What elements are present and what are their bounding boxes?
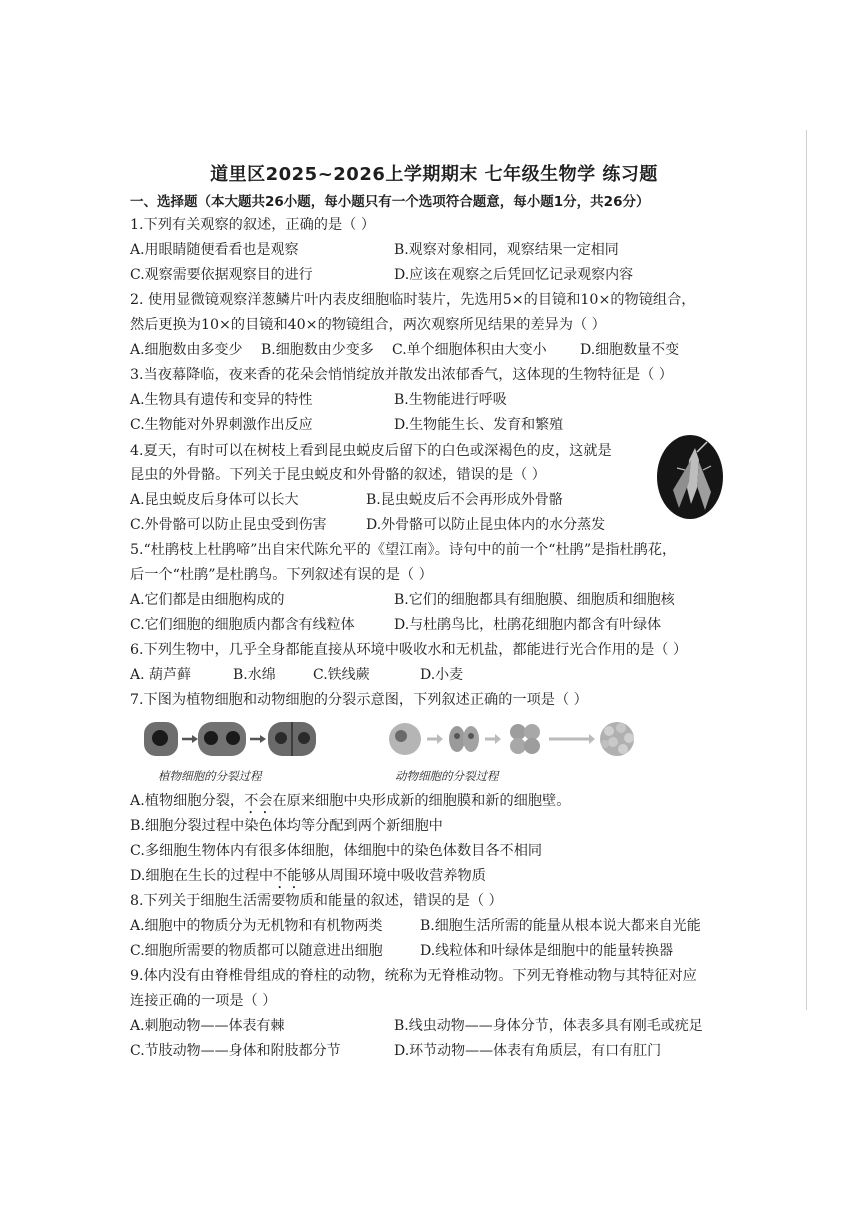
q7-option-d: [130, 866, 486, 892]
q9-option-c: C.节肢动物——身体和附肢都分节: [130, 1043, 341, 1059]
q7-option-a-text: A.植物细胞分裂，: [130, 793, 245, 809]
q7-option-b: B.细胞分裂过程中染色体均等分配到两个新细胞中: [130, 818, 443, 834]
cicada-label: 蝉蜕: [705, 433, 719, 441]
q1-option-c: C.观察需要依据观察目的进行: [130, 267, 313, 283]
q3-stem: 3.当夜幕降临，夜来香的花朵会悄悄绽放并散发出浓郁香气，这体现的生物特征是（ ）: [130, 367, 673, 383]
q1-option-b: B.观察对象相同，观察结果一定相同: [394, 242, 619, 258]
animal-cell-division-diagram: [385, 714, 645, 764]
q5-stem-line2: 后一个“杜鹃”是杜鹃鸟。下列叙述有误的是（ ）: [130, 567, 433, 583]
q2-option-b: B.细胞数由少变多: [261, 342, 374, 358]
q3-option-a: A.生物具有遗传和变异的特性: [130, 392, 313, 408]
q5-stem-line1: 5.“杜鹃枝上杜鹃啼”出自宋代陈允平的《望江南》。诗句中的前一个“杜鹃”是指杜鹃花，: [130, 542, 677, 558]
cicada-shell-image: [655, 430, 725, 520]
q4-option-a: A.昆虫蜕皮后身体可以长大: [130, 492, 299, 508]
q9-option-a: A.刺胞动物——体表有棘: [130, 1018, 285, 1034]
q4-option-b: B.昆虫蜕皮后不会再形成外骨骼: [366, 492, 563, 508]
animal-division-caption: 动物细胞的分裂过程: [395, 769, 499, 783]
q2-option-d: D.细胞数量不变: [580, 342, 680, 358]
q2-stem-line1: 2. 使用显微镜观察洋葱鳞片叶内表皮细胞临时装片，先选用5×的目镜和10×的物镜组合，: [130, 292, 696, 308]
q5-option-a: A.它们都是由细胞构成的: [130, 592, 285, 608]
q6-option-a: A. 葫芦藓: [130, 667, 192, 683]
page-edge-line: [806, 130, 807, 1010]
plant-cell-division-diagram: [140, 716, 330, 762]
q9-option-b: B.线虫动物——身体分节，体表多具有刚毛或疣足: [394, 1018, 703, 1034]
q2-option-a: A.细胞数由多变少: [130, 342, 243, 358]
plant-division-caption: 植物细胞的分裂过程: [158, 769, 262, 783]
q9-option-d: D.环节动物——体表有角质层，有口有肛门: [394, 1043, 662, 1059]
q2-stem-line2: 然后更换为10×的目镜和40×的物镜组合，两次观察所见结果的差异为（ ）: [130, 317, 606, 333]
q3-option-d: D.生物能生长、发育和繁殖: [394, 417, 564, 433]
q8-option-a: A.细胞中的物质分为无机物和有机物两类: [130, 918, 383, 934]
q5-option-d: D.与杜鹃鸟比，杜鹃花细胞内都含有叶绿体: [394, 617, 662, 633]
q7-option-d-text-end: 够从周围环境中吸收营养物质: [301, 868, 486, 884]
q7-option-d-emphasis: 不能: [273, 868, 302, 884]
q4-stem-line2: 昆虫的外骨骼。下列关于昆虫蜕皮和外骨骼的叙述，错误的是（ ）: [130, 467, 546, 483]
q5-option-b: B.它们的细胞都具有细胞膜、细胞质和细胞核: [394, 592, 675, 608]
q6-option-d: D.小麦: [420, 667, 464, 683]
q5-option-c: C.它们细胞的细胞质内都含有线粒体: [130, 617, 355, 633]
q7-option-c: C.多细胞生物体内有很多体细胞，体细胞中的染色体数目各不相同: [130, 843, 543, 859]
q3-option-c: C.生物能对外界刺激作出反应: [130, 417, 313, 433]
q8-option-d: D.线粒体和叶绿体是细胞中的能量转换器: [420, 943, 674, 959]
q1-stem: 1.下列有关观察的叙述，正确的是（ ）: [130, 217, 376, 233]
page-title: 道里区2025~2026上学期期末 七年级生物学 练习题: [210, 164, 658, 185]
q6-option-b: B.水绵: [233, 667, 276, 683]
q4-stem-line1: 4.夏天，有时可以在树枝上看到昆虫蜕皮后留下的白色或深褐色的皮，这就是: [130, 443, 612, 459]
q9-stem-line2: 连接正确的一项是（ ）: [130, 993, 277, 1009]
q1-option-a: A.用眼睛随便看看也是观察: [130, 242, 299, 258]
q7-option-a-emphasis: 不会: [244, 793, 273, 809]
q8-option-b: B.细胞生活所需的能量从根本说大都来自光能: [420, 918, 701, 934]
q4-option-d: D.外骨骼可以防止昆虫体内的水分蒸发: [366, 517, 606, 533]
q6-stem: 6.下列生物中，几乎全身都能直接从环境中吸收水和无机盐，都能进行光合作用的是（ ）: [130, 642, 688, 658]
q7-option-a-text-end: 在原来细胞中央形成新的细胞膜和新的细胞壁。: [272, 793, 571, 809]
q9-stem-line1: 9.体内没有由脊椎骨组成的脊柱的动物，统称为无脊椎动物。下列无脊椎动物与其特征对应: [130, 968, 697, 984]
q4-option-c: C.外骨骼可以防止昆虫受到伤害: [130, 517, 327, 533]
q6-option-c: C.铁线蕨: [313, 667, 370, 683]
q8-stem: 8.下列关于细胞生活需要物质和能量的叙述，错误的是（ ）: [130, 893, 503, 909]
q3-option-b: B.生物能进行呼吸: [394, 392, 507, 408]
q8-option-c: C.细胞所需要的物质都可以随意进出细胞: [130, 943, 383, 959]
q2-option-c: C.单个细胞体积由大变小: [392, 342, 547, 358]
q1-option-d: D.应该在观察之后凭回忆记录观察内容: [394, 267, 634, 283]
q7-option-a: [130, 791, 570, 817]
q7-stem: 7.下图为植物细胞和动物细胞的分裂示意图，下列叙述正确的一项是（ ）: [130, 692, 588, 708]
section-heading: 一、选择题（本大题共26小题，每小题只有一个选项符合题意，每小题1分，共26分）: [130, 194, 650, 210]
q7-option-d-text: D.细胞在生长的过程中: [130, 868, 274, 884]
